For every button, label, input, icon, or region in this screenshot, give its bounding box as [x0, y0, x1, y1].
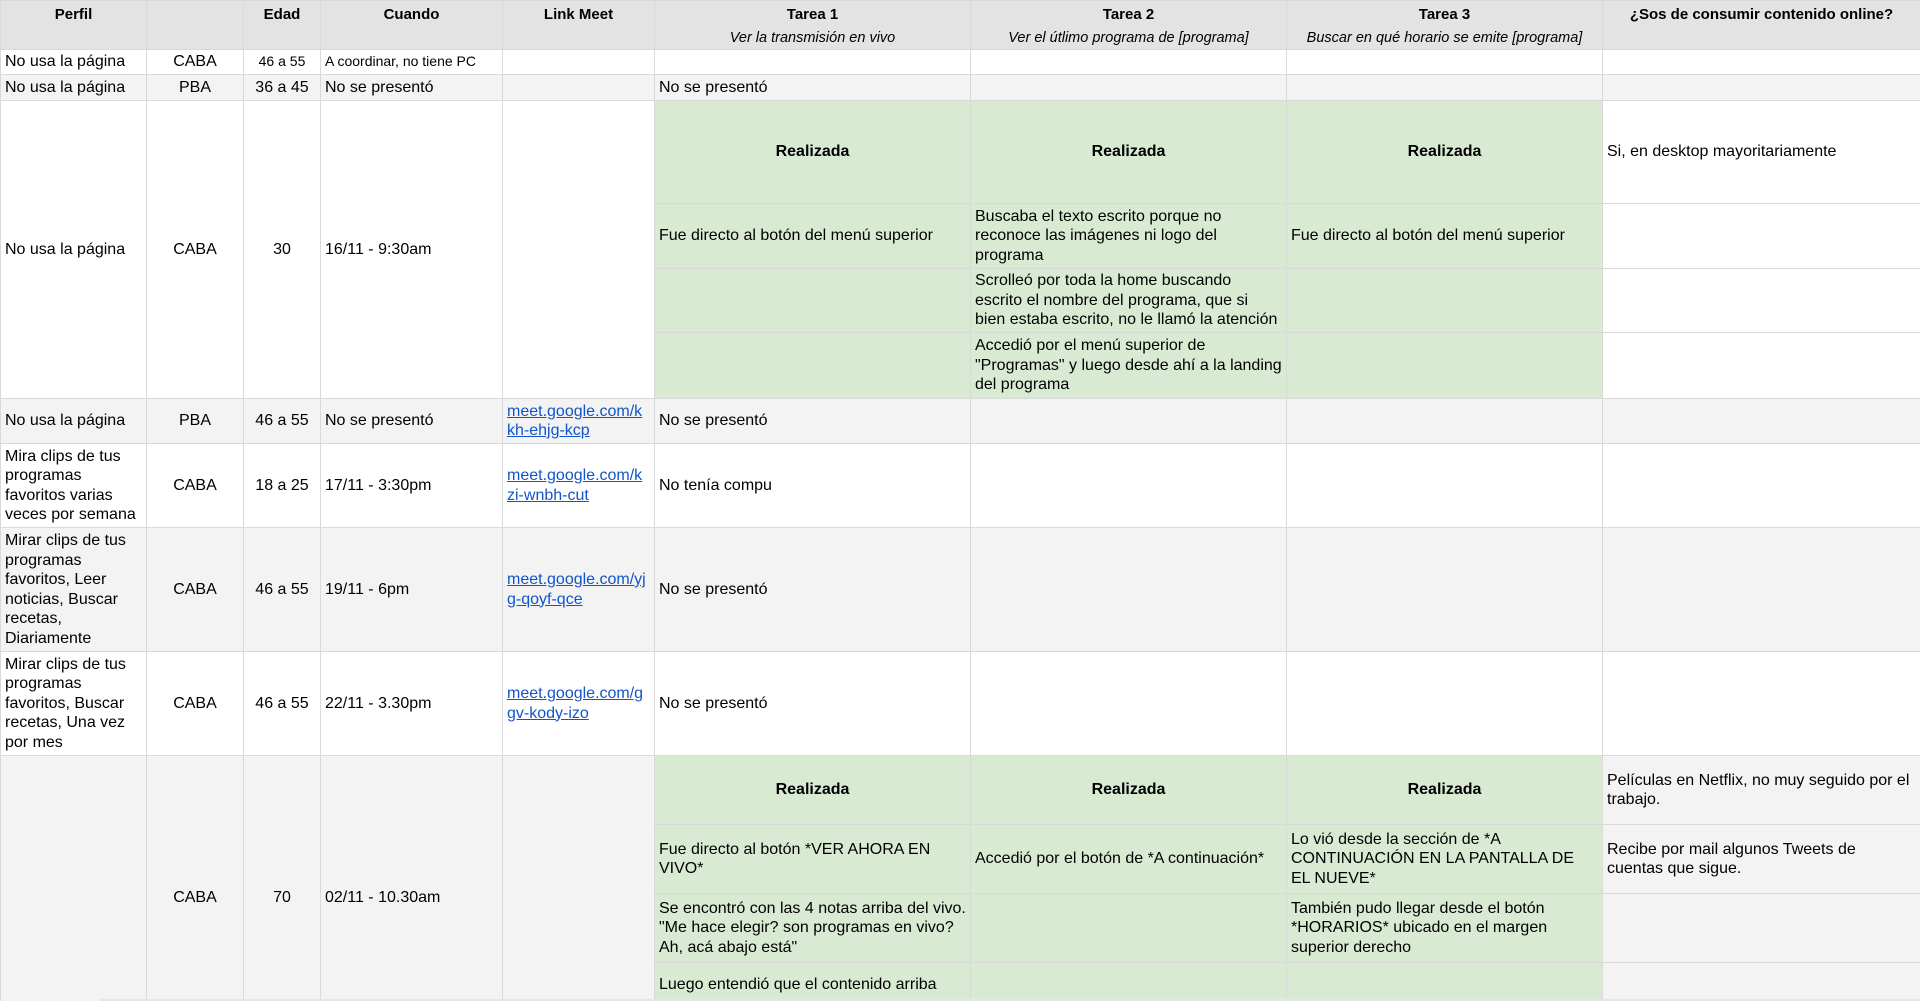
cell-cuando[interactable]: 16/11 - 9:30am	[321, 101, 503, 399]
cell-consumo-online[interactable]: Si, en desktop mayoritariamente	[1603, 101, 1920, 204]
tarea-3-subtitle: Buscar en qué horario se emite [programa]	[1306, 29, 1583, 46]
table-row	[1, 528, 1920, 652]
cell-perfil[interactable]: No usa la página	[1, 50, 147, 75]
table-row	[1, 399, 1920, 444]
cell-zona[interactable]: CABA	[147, 652, 244, 756]
cell-consumo-online[interactable]	[1603, 528, 1920, 652]
cell-edad[interactable]: 46 a 55	[244, 399, 321, 444]
cell-tarea-3-note[interactable]	[1287, 333, 1603, 399]
cell-tarea-2[interactable]	[971, 444, 1287, 528]
cell-tarea-2-note[interactable]: Accedió por el botón de *A continuación*	[971, 825, 1287, 894]
cell-cuando[interactable]: 22/11 - 3.30pm	[321, 652, 503, 756]
cell-consumo-online[interactable]	[1603, 333, 1920, 399]
cell-edad[interactable]: 18 a 25	[244, 444, 321, 528]
cell-tarea-3[interactable]	[1287, 528, 1603, 652]
cell-consumo-online[interactable]	[1603, 963, 1920, 1001]
cell-edad[interactable]: 30	[244, 101, 321, 399]
cell-tarea-2[interactable]	[971, 528, 1287, 652]
cell-tarea-1-status[interactable]: Realizada	[655, 101, 971, 204]
cell-cuando[interactable]: No se presentó	[321, 75, 503, 101]
cell-tarea-3-status[interactable]: Realizada	[1287, 756, 1603, 825]
cell-cuando[interactable]: No se presentó	[321, 399, 503, 444]
cell-tarea-1[interactable]	[655, 50, 971, 75]
cell-link[interactable]	[503, 399, 655, 444]
header-tarea-2[interactable]	[971, 1, 1287, 50]
cell-tarea-2[interactable]	[971, 75, 1287, 101]
header-row	[1, 1, 1920, 50]
cell-zona[interactable]: CABA	[147, 50, 244, 75]
tarea-2-subtitle: Ver el útlimo programa de [programa]	[1008, 29, 1249, 46]
header-cuando[interactable]: Cuando	[321, 1, 503, 50]
cell-link[interactable]	[503, 528, 655, 652]
cell-perfil[interactable]: No usa la página	[1, 399, 147, 444]
cell-tarea-2-note[interactable]	[971, 894, 1287, 963]
header-edad[interactable]: Edad	[244, 1, 321, 50]
cell-edad[interactable]: 70	[244, 756, 321, 1001]
cell-perfil[interactable]: Mirar clips de tus programas favoritos, Leer noticias, Buscar recetas, Diariamente	[1, 528, 147, 652]
cell-tarea-3-note[interactable]	[1287, 963, 1603, 1001]
table-row	[1, 756, 1920, 825]
cell-zona[interactable]: PBA	[147, 399, 244, 444]
cell-tarea-1-note[interactable]: Fue directo al botón *VER AHORA EN VIVO*	[655, 825, 971, 894]
cell-edad[interactable]: 46 a 55	[244, 528, 321, 652]
cell-tarea-1-note[interactable]	[655, 333, 971, 399]
table-row	[1, 50, 1920, 75]
meet-link[interactable]: meet.google.com/kkh-ehjg-kcp	[507, 402, 643, 439]
cell-consumo-online[interactable]: Recibe por mail algunos Tweets de cuentas que sigue.	[1603, 825, 1920, 894]
cell-tarea-1-note[interactable]: Luego entendió que el contenido arriba	[655, 963, 971, 1001]
meet-link[interactable]: meet.google.com/kzi-wnbh-cut	[507, 467, 643, 504]
cell-consumo-online[interactable]	[1603, 444, 1920, 528]
cell-tarea-1-note[interactable]	[655, 269, 971, 333]
cell-tarea-1[interactable]: No se presentó	[655, 528, 971, 652]
header-perfil[interactable]: Perfil	[1, 1, 147, 50]
cell-zona[interactable]: CABA	[147, 528, 244, 652]
cell-tarea-3-status[interactable]: Realizada	[1287, 101, 1603, 204]
cell-tarea-1[interactable]: No se presentó	[655, 75, 971, 101]
cell-perfil[interactable]: Mirar clips de tus programas favoritos, Buscar recetas, Una vez por mes	[1, 652, 147, 756]
tarea-1-title: Tarea 1	[786, 6, 839, 23]
cell-tarea-2-note[interactable]: Scrolleó por toda la home buscando escrito el nombre del programa, que si bien estaba escrito, no le llamó la atención	[971, 269, 1287, 333]
meet-link[interactable]: meet.google.com/yjg-qoyf-qce	[507, 571, 646, 608]
cell-tarea-1-status[interactable]: Realizada	[655, 756, 971, 825]
cell-tarea-2-status[interactable]: Realizada	[971, 756, 1287, 825]
cell-link[interactable]	[503, 756, 655, 1001]
cell-tarea-2[interactable]	[971, 652, 1287, 756]
cell-consumo-online[interactable]	[1603, 50, 1920, 75]
cell-edad[interactable]: 46 a 55	[244, 652, 321, 756]
cell-tarea-2[interactable]	[971, 399, 1287, 444]
header-link-meet[interactable]: Link Meet	[503, 1, 655, 50]
cell-tarea-3[interactable]	[1287, 75, 1603, 101]
cell-zona[interactable]: PBA	[147, 75, 244, 101]
table-row	[1, 444, 1920, 528]
cell-tarea-1[interactable]: No tenía compu	[655, 444, 971, 528]
table-row	[1, 75, 1920, 101]
cell-cuando[interactable]: A coordinar, no tiene PC	[321, 50, 503, 75]
cell-tarea-3-note[interactable]: Lo vió desde la sección de *A CONTINUACIÓN EN LA PANTALLA DE EL NUEVE*	[1287, 825, 1603, 894]
cell-consumo-online[interactable]	[1603, 399, 1920, 444]
header-zona[interactable]	[147, 1, 244, 50]
cell-tarea-1[interactable]: No se presentó	[655, 399, 971, 444]
header-tarea-1[interactable]	[655, 1, 971, 50]
cell-tarea-3-note[interactable]: Fue directo al botón del menú superior	[1287, 204, 1603, 269]
cell-tarea-2-status[interactable]: Realizada	[971, 101, 1287, 204]
cell-link[interactable]	[503, 75, 655, 101]
cell-tarea-1[interactable]: No se presentó	[655, 652, 971, 756]
cell-consumo-online[interactable]	[1603, 652, 1920, 756]
cell-perfil[interactable]: No usa la página	[1, 75, 147, 101]
cell-zona[interactable]: CABA	[147, 101, 244, 399]
cell-tarea-3[interactable]	[1287, 652, 1603, 756]
meet-link[interactable]: meet.google.com/ggv-kody-izo	[507, 685, 644, 722]
cell-zona[interactable]: CABA	[147, 756, 244, 1001]
cell-edad[interactable]: 46 a 55	[244, 50, 321, 75]
cell-consumo-online[interactable]	[1603, 75, 1920, 101]
cell-tarea-2-note[interactable]: Accedió por el menú superior de "Programas" y luego desde ahí a la landing del programa	[971, 333, 1287, 399]
cell-tarea-3[interactable]	[1287, 399, 1603, 444]
cell-link[interactable]	[503, 50, 655, 75]
cell-tarea-3[interactable]	[1287, 444, 1603, 528]
cell-perfil[interactable]: Mira clips de tus programas favoritos varias veces por semana	[1, 444, 147, 528]
cell-tarea-2[interactable]	[971, 50, 1287, 75]
tarea-2-title: Tarea 2	[1102, 6, 1155, 23]
cell-perfil[interactable]	[1, 756, 147, 1001]
cell-perfil[interactable]: No usa la página	[1, 101, 147, 399]
cell-cuando[interactable]: 02/11 - 10.30am	[321, 756, 503, 1001]
cell-link[interactable]	[503, 101, 655, 399]
table-row	[1, 101, 1920, 204]
cell-link[interactable]	[503, 652, 655, 756]
cell-tarea-1-note[interactable]: Se encontró con las 4 notas arriba del vivo. "Me hace elegir? son programas en vivo? Ah, acá abajo está"	[655, 894, 971, 963]
cell-consumo-online[interactable]	[1603, 204, 1920, 269]
cell-tarea-3-note[interactable]	[1287, 269, 1603, 333]
cell-edad[interactable]: 36 a 45	[244, 75, 321, 101]
cell-consumo-online[interactable]: Películas en Netflix, no muy seguido por el trabajo.	[1603, 756, 1920, 825]
header-consumo-online[interactable]: ¿Sos de consumir contenido online?	[1603, 1, 1920, 50]
cell-link[interactable]	[503, 444, 655, 528]
tarea-1-subtitle: Ver la transmisión en vivo	[729, 29, 896, 46]
cell-tarea-3-note[interactable]: También pudo llegar desde el botón *HORARIOS* ubicado en el margen superior derecho	[1287, 894, 1603, 963]
table-row	[1, 652, 1920, 756]
cell-tarea-2-note[interactable]	[971, 963, 1287, 1001]
cell-cuando[interactable]: 17/11 - 3:30pm	[321, 444, 503, 528]
cell-consumo-online[interactable]	[1603, 894, 1920, 963]
cell-tarea-1-note[interactable]: Fue directo al botón del menú superior	[655, 204, 971, 269]
cell-zona[interactable]: CABA	[147, 444, 244, 528]
header-tarea-3[interactable]	[1287, 1, 1603, 50]
tarea-3-title: Tarea 3	[1418, 6, 1471, 23]
cell-consumo-online[interactable]	[1603, 269, 1920, 333]
cell-cuando[interactable]: 19/11 - 6pm	[321, 528, 503, 652]
cell-tarea-3[interactable]	[1287, 50, 1603, 75]
cell-tarea-2-note[interactable]: Buscaba el texto escrito porque no reconoce las imágenes ni logo del programa	[971, 204, 1287, 269]
